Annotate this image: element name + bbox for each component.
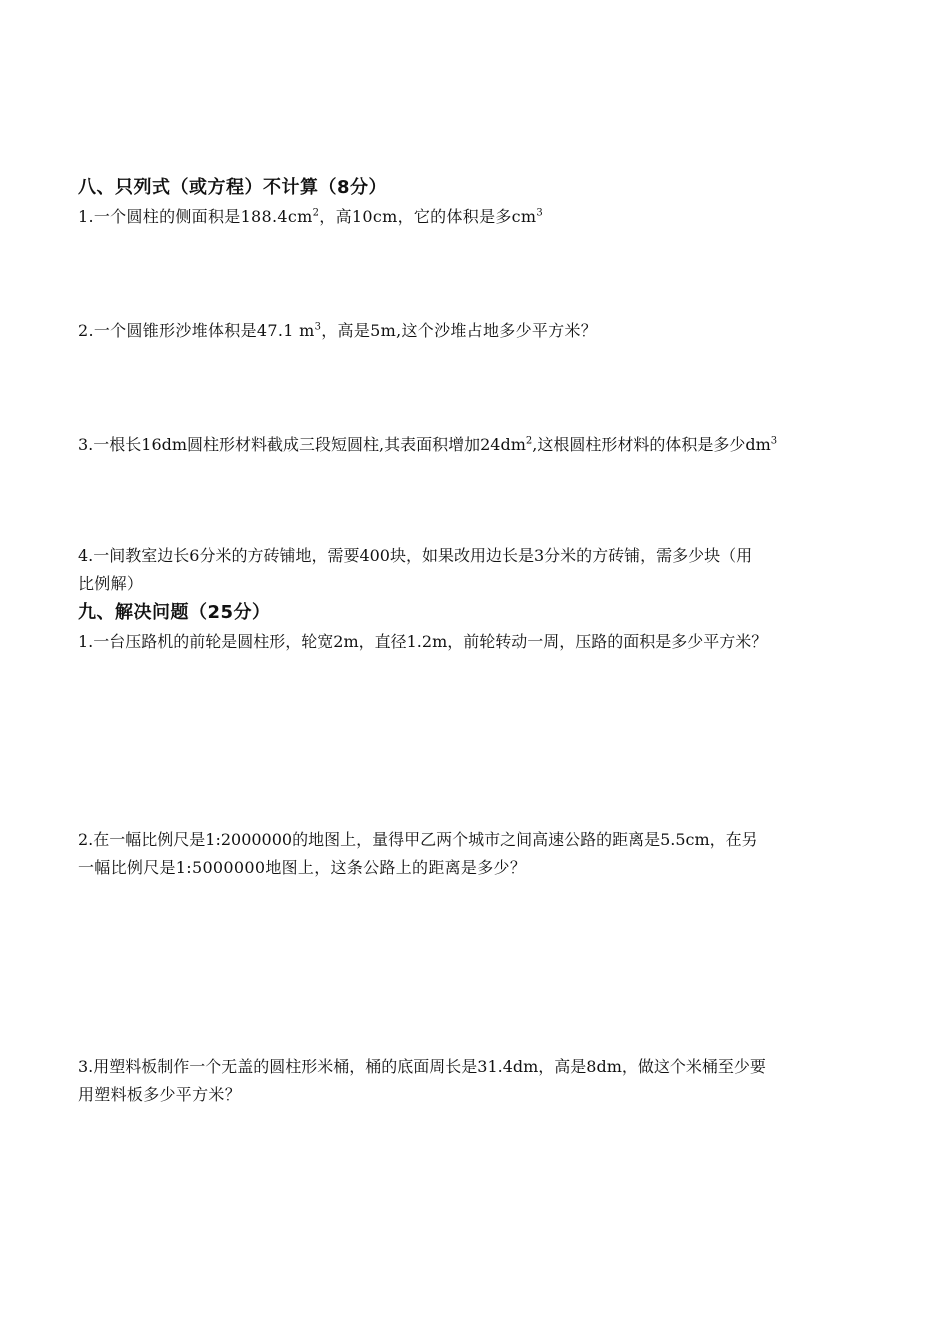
question-text: ，高10cm，它的体积是多cm: [319, 207, 537, 226]
section-9-heading: 九、解决问题（25分）: [78, 602, 271, 623]
section-8-question-3: [78, 434, 878, 456]
superscript: 3: [536, 207, 544, 219]
superscript: 3: [314, 321, 322, 333]
section-8-question-2: [78, 320, 878, 342]
superscript: 3: [770, 435, 778, 447]
section-9-question-1: 1.一台压路机的前轮是圆柱形，轮宽2m，直径1.2m，前轮转动一周，压路的面积是多少平方米？: [78, 632, 768, 651]
section-9-question-2-line-2: 一幅比例尺是1:5000000地图上，这条公路上的距离是多少？: [78, 858, 527, 877]
question-text: ,这根圆柱形材料的体积是多少dm: [532, 435, 771, 454]
question-text: 1.一个圆柱的侧面积是188.4cm: [78, 207, 313, 226]
question-text: ，高是5m,这个沙堆占地多少平方米？: [321, 321, 598, 340]
superscript: 2: [525, 435, 533, 447]
section-8-question-4-line-2: 比例解）: [78, 574, 144, 593]
section-9-question-3-line-2: 用塑料板多少平方米？: [78, 1085, 242, 1104]
section-9-question-3-line-1: 3.用塑料板制作一个无盖的圆柱形米桶，桶的底面周长是31.4dm，高是8dm，做这个米桶至少要: [78, 1057, 766, 1076]
section-8-heading: 八、只列式（或方程）不计算（8分）: [78, 177, 388, 198]
section-8-question-1: [78, 206, 878, 228]
question-text: 2.一个圆锥形沙堆体积是47.1 m: [78, 321, 315, 340]
question-text: 3.一根长16dm圆柱形材料截成三段短圆柱,其表面积增加24dm: [78, 435, 526, 454]
section-8-question-4-line-1: 4.一间教室边长6分米的方砖铺地，需要400块，如果改用边长是3分米的方砖铺，需多少块（用: [78, 546, 753, 565]
superscript: 2: [312, 207, 320, 219]
section-9-question-2-line-1: 2.在一幅比例尺是1:2000000的地图上，量得甲乙两个城市之间高速公路的距离是5.5cm，在另: [78, 830, 758, 849]
